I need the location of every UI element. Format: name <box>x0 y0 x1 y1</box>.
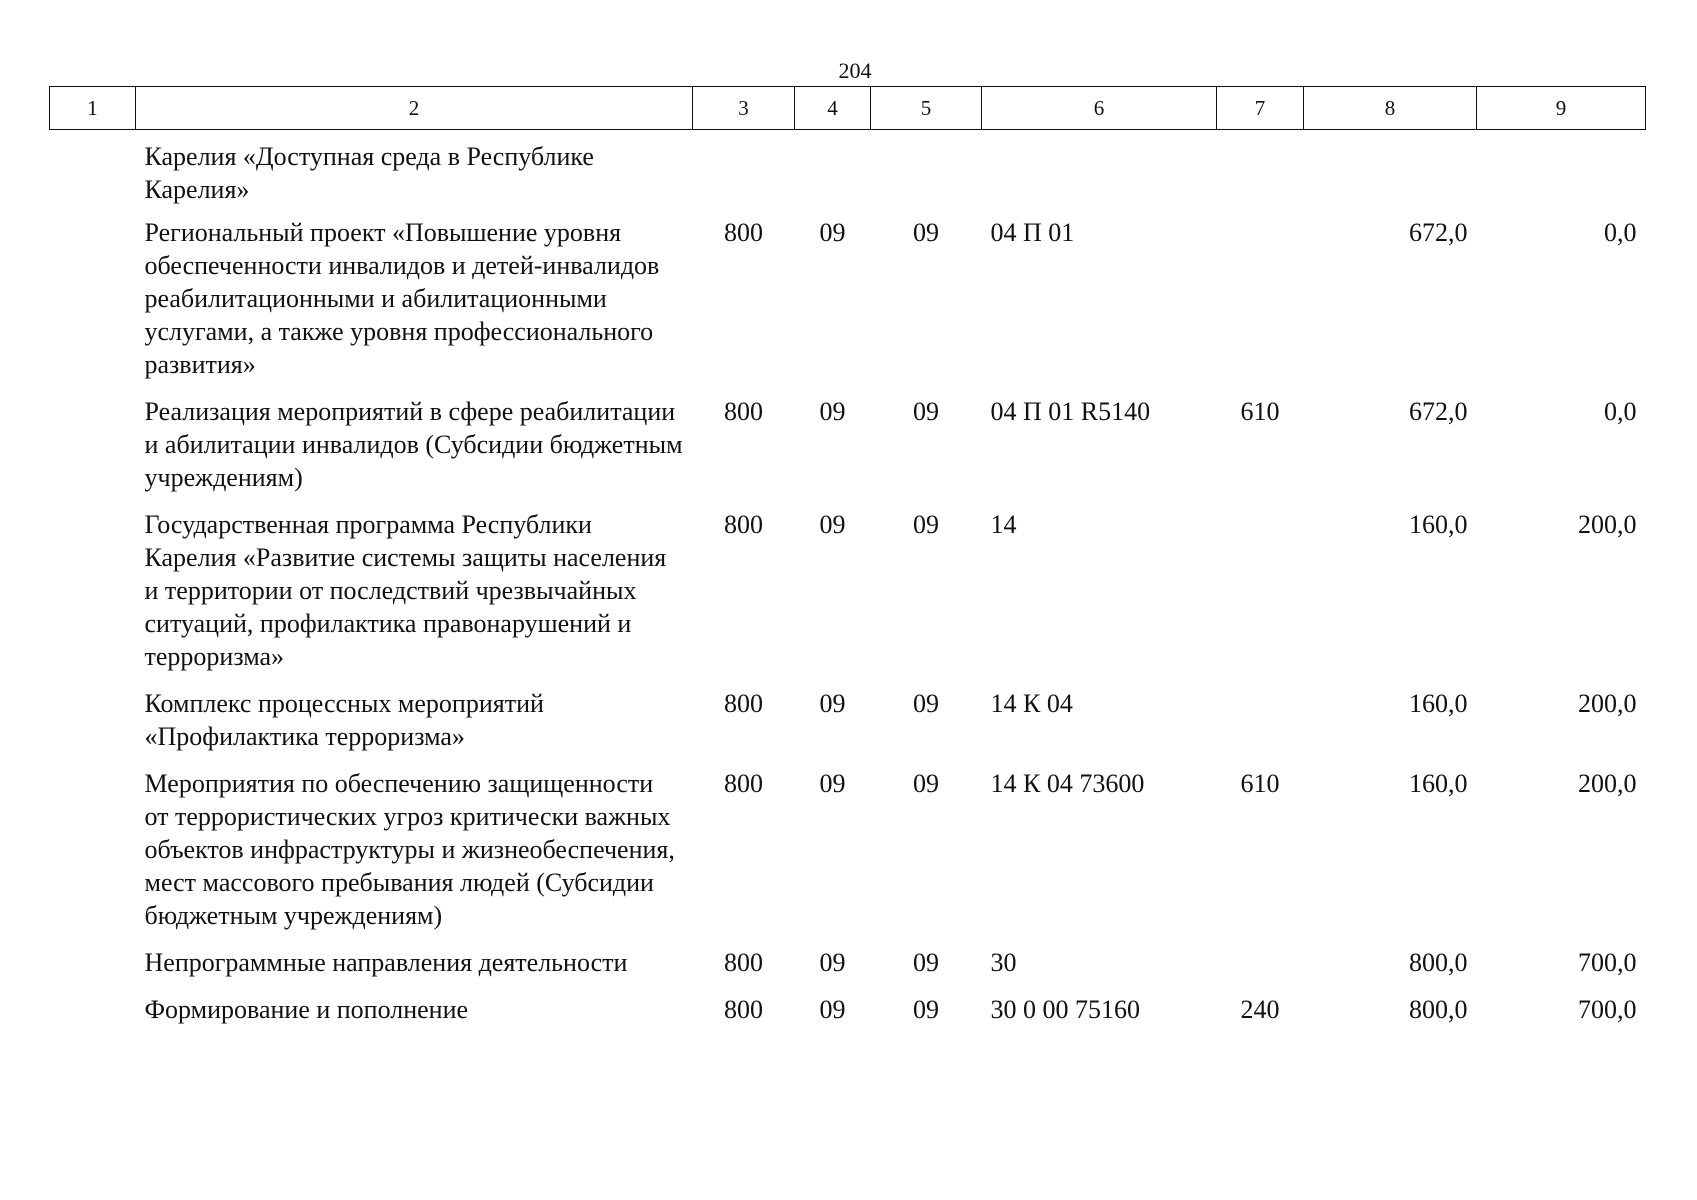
amount-year-1 <box>1304 130 1477 217</box>
item-name: Комплекс процессных мероприятий «Профилактика терроризма» <box>144 689 544 751</box>
item-name: Непрограммные направления деятельности <box>144 948 628 977</box>
table-row <box>50 130 1646 217</box>
amount-year-2: 700,0 <box>1578 948 1637 977</box>
row-number-cell <box>50 767 136 946</box>
row-number-cell <box>50 395 136 508</box>
item-name: Реализация мероприятий в сфере реабилитации и абилитации инвалидов (Субсидии бюджетным учреждениям) <box>144 397 683 492</box>
expense-type-code: 240 <box>1240 995 1280 1024</box>
grbs-code: 800 <box>724 995 763 1024</box>
row-number-cell <box>50 508 136 687</box>
section-code: 09 <box>819 995 846 1024</box>
column-header: 2 <box>136 87 693 130</box>
amount-year-2: 700,0 <box>1578 995 1637 1024</box>
item-name: Формирование и пополнение <box>144 995 469 1024</box>
column-header: 5 <box>871 87 982 130</box>
grbs-code: 800 <box>724 948 763 977</box>
grbs-code: 800 <box>724 510 763 539</box>
subsection-code: 09 <box>913 689 939 718</box>
column-header: 1 <box>50 87 136 130</box>
section-code: 09 <box>819 948 846 977</box>
subsection-code: 09 <box>913 948 939 977</box>
subsection-code: 09 <box>913 510 939 539</box>
table-row <box>50 767 1646 946</box>
table-row <box>50 946 1646 993</box>
amount-year-2: 0,0 <box>1604 397 1637 426</box>
expense-type-code <box>1217 130 1304 217</box>
section-code <box>795 130 871 217</box>
row-number-cell <box>50 946 136 993</box>
grbs-code: 800 <box>724 397 763 426</box>
grbs-code: 800 <box>724 769 763 798</box>
item-name: Региональный проект «Повышение уровня обеспеченности инвалидов и детей-инвалидов реабилитационными и абилитационными услугами, а также уровня профессионального развития» <box>144 218 660 379</box>
expense-type-code <box>1217 687 1304 767</box>
section-code: 09 <box>819 689 846 718</box>
table-row <box>50 508 1646 687</box>
section-code: 09 <box>819 510 846 539</box>
subsection-code: 09 <box>913 218 939 247</box>
row-number-cell <box>50 216 136 395</box>
row-number-cell <box>50 687 136 767</box>
amount-year-2: 0,0 <box>1604 218 1637 247</box>
budget-table <box>49 86 1646 1040</box>
section-code: 09 <box>819 397 846 426</box>
amount-year-1: 160,0 <box>1409 510 1468 539</box>
grbs-code: 800 <box>724 218 763 247</box>
subsection-code: 09 <box>913 769 939 798</box>
row-number-cell <box>50 130 136 217</box>
target-article-code: 14 К 04 <box>990 689 1073 718</box>
target-article-code: 30 0 00 75160 <box>990 995 1140 1024</box>
table-row <box>50 993 1646 1040</box>
expense-type-code: 610 <box>1240 397 1280 426</box>
target-article-code: 04 П 01 <box>990 218 1075 247</box>
page-number: 204 <box>838 58 872 83</box>
target-article-code: 14 <box>990 510 1017 539</box>
amount-year-2: 200,0 <box>1578 510 1637 539</box>
expense-type-code <box>1217 946 1304 993</box>
column-header: 7 <box>1217 87 1304 130</box>
table-row <box>50 395 1646 508</box>
expense-type-code <box>1217 508 1304 687</box>
grbs-code: 800 <box>724 689 763 718</box>
subsection-code <box>871 130 982 217</box>
target-article-code: 14 К 04 73600 <box>990 769 1145 798</box>
column-header: 6 <box>982 87 1217 130</box>
amount-year-2: 200,0 <box>1578 769 1637 798</box>
item-name: Мероприятия по обеспечению защищенности от террористических угроз критически важных объектов инфраструктуры и жизнеобеспечения, мест массового пребывания людей (Субсидии бюджетным учреждениям) <box>144 769 675 930</box>
item-name: Карелия «Доступная среда в Республике Карелия» <box>144 142 594 204</box>
section-code: 09 <box>819 769 846 798</box>
amount-year-1: 800,0 <box>1409 948 1468 977</box>
amount-year-1: 672,0 <box>1409 218 1468 247</box>
target-article-code: 04 П 01 R5140 <box>990 397 1151 426</box>
table-row <box>50 687 1646 767</box>
target-article-code <box>982 130 1217 217</box>
amount-year-1: 800,0 <box>1409 995 1468 1024</box>
column-header: 9 <box>1477 87 1646 130</box>
amount-year-1: 672,0 <box>1409 397 1468 426</box>
amount-year-2: 200,0 <box>1578 689 1637 718</box>
column-number-header <box>50 87 1646 130</box>
section-code: 09 <box>819 218 846 247</box>
column-header: 8 <box>1304 87 1477 130</box>
expense-type-code <box>1217 216 1304 395</box>
column-header: 4 <box>795 87 871 130</box>
amount-year-2 <box>1477 130 1646 217</box>
row-number-cell <box>50 993 136 1040</box>
subsection-code: 09 <box>913 995 939 1024</box>
table-row <box>50 216 1646 395</box>
item-name: Государственная программа Республики Карелия «Развитие системы защиты населения и территории от последствий чрезвычайных ситуаций, профилактика правонарушений и терроризма» <box>144 510 667 671</box>
column-header: 3 <box>693 87 795 130</box>
target-article-code: 30 <box>990 948 1017 977</box>
amount-year-1: 160,0 <box>1409 689 1468 718</box>
header-row <box>50 87 1646 130</box>
subsection-code: 09 <box>913 397 939 426</box>
amount-year-1: 160,0 <box>1409 769 1468 798</box>
expense-type-code: 610 <box>1240 769 1280 798</box>
grbs-code <box>693 130 795 217</box>
